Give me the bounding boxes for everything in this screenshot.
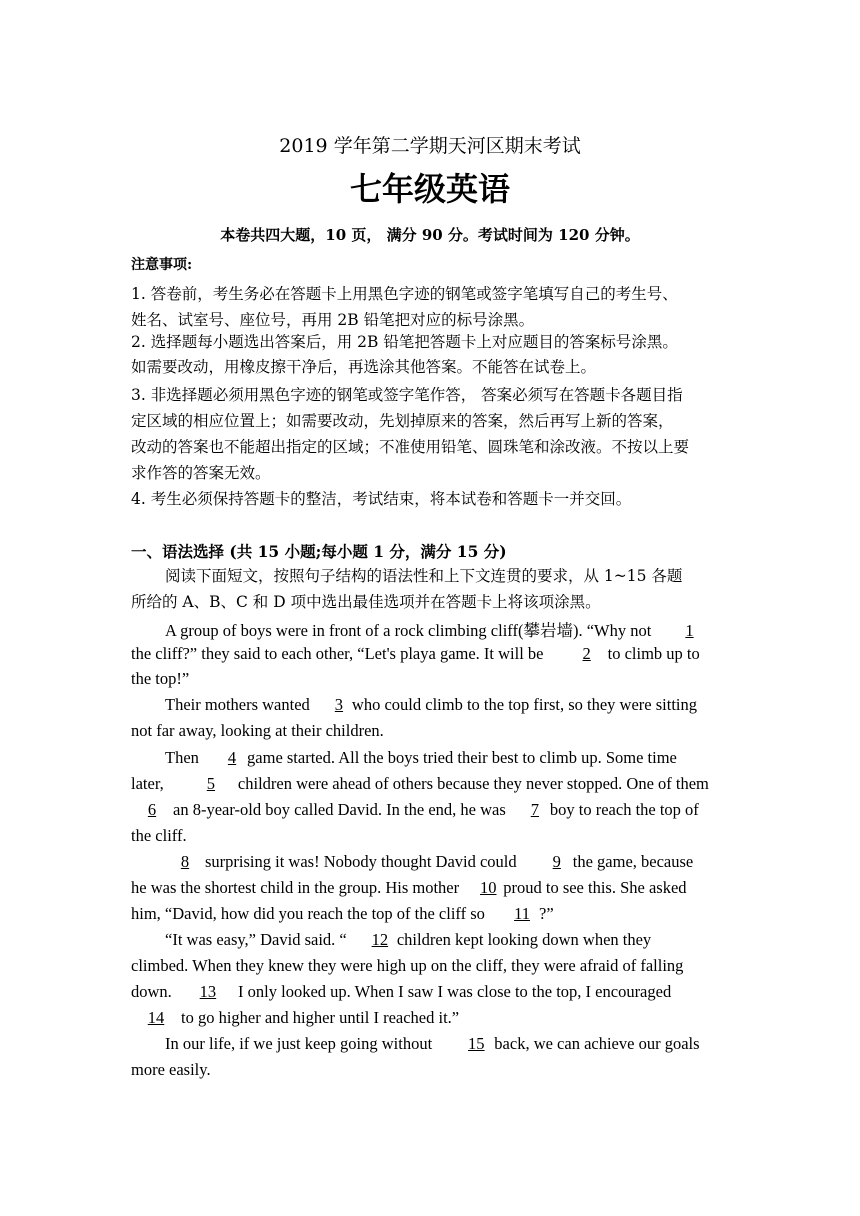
passage-line: not far away, looking at their children. (131, 721, 384, 740)
passage-line (165, 1034, 700, 1054)
notice-line: 改动的答案也不能超出指定的区域；不准使用铅笔、圆珠笔和涂改液。不按以上要 (131, 438, 690, 456)
passage-text: down. (131, 982, 172, 1001)
passage-line (131, 1008, 459, 1028)
passage-text: him, “David, how did you reach the top of the cliff so (131, 904, 485, 923)
passage-text: an 8-year-old boy called David. In the end, he was (173, 800, 506, 819)
blank-7: 7 (530, 800, 540, 819)
blank-1: 1 (685, 621, 694, 640)
notice-line: 姓名、试室号、座位号，再用 2B 铅笔把对应的标号涂黑。 (131, 311, 535, 329)
passage-line (165, 695, 697, 715)
notice-line: 3. 非选择题必须用黑色字迹的钢笔或签字笔作答， 答案必须写在答题卡各题目指 (131, 386, 683, 404)
passage-text: to go higher and higher until I reached it.” (181, 1008, 460, 1027)
passage-text: the cliff?” they said to each other, “Let's playa game. It will be (131, 644, 544, 663)
passage-text: the game, because (572, 852, 694, 871)
blank-12: 12 (371, 930, 389, 949)
passage-text: later, (131, 774, 164, 793)
passage-line (131, 904, 554, 924)
passage-text: Then (165, 748, 199, 767)
passage-line (131, 800, 699, 820)
notice-line: 1. 答卷前，考生务必在答题卡上用黑色字迹的钢笔或签字笔填写自己的考生号、 (131, 285, 678, 303)
instruction-line: 阅读下面短文，按照句子结构的语法性和上下文连贯的要求，从 1~15 各题 (165, 567, 683, 585)
exam-info: 本卷共四大题，10 页， 满分 90 分。考试时间为 120 分钟。 (220, 226, 640, 244)
passage-line (131, 644, 700, 664)
passage-line: the cliff. (131, 826, 187, 845)
notice-line: 求作答的答案无效。 (131, 464, 271, 482)
passage-line: climbed. When they knew they were high up on the cliff, they were afraid of falling (131, 956, 684, 975)
passage-text: children kept looking down when they (396, 930, 652, 949)
passage-text: he was the shortest child in the group. His mother (131, 878, 460, 897)
passage-text: surprising it was! Nobody thought David could (205, 852, 517, 871)
passage-text: “It was easy,” David said. “ (165, 930, 347, 949)
blank-14: 14 (147, 1008, 165, 1027)
passage-line (131, 982, 671, 1002)
passage-text: back, we can achieve our goals (494, 1034, 700, 1053)
blank-3: 3 (334, 695, 344, 714)
passage-text: A group of boys were in front of a rock climbing cliff(攀岩墙). “Why not (165, 621, 652, 640)
passage-text: to climb up to (607, 644, 700, 663)
blank-2: 2 (582, 644, 591, 663)
passage-line (165, 852, 693, 872)
blank-10: 10 (479, 878, 497, 897)
passage-line: the top!” (131, 669, 190, 688)
blank-6: 6 (147, 800, 157, 819)
instruction-line: 所给的 A、B、C 和 D 项中选出最佳选项并在答题卡上将该项涂黑。 (131, 593, 601, 611)
passage-text: In our life, if we just keep going without (165, 1034, 433, 1053)
notice-title: 注意事项: (131, 257, 193, 273)
passage-line (165, 930, 651, 950)
blank-4: 4 (227, 748, 237, 767)
blank-9: 9 (552, 852, 561, 871)
notice-line: 定区域的相应位置上；如需要改动，先划掉原来的答案，然后再写上新的答案， (131, 412, 674, 430)
passage-text: ?” (539, 904, 554, 923)
notice-line: 4. 考生必须保持答题卡的整洁，考试结束，将本试卷和答题卡一并交回。 (131, 490, 632, 508)
passage-line (165, 748, 677, 768)
exam-title: 2019 学年第二学期天河区期末考试 (279, 135, 581, 157)
passage-line (131, 774, 709, 794)
passage-text: children were ahead of others because they never stopped. One of them (237, 774, 709, 793)
passage-text: I only looked up. When I saw I was close to the top, I encouraged (238, 982, 672, 1001)
passage-text: proud to see this. She asked (503, 878, 687, 897)
blank-11: 11 (514, 904, 530, 923)
notice-line: 2. 选择题每小题选出答案后，用 2B 铅笔把答题卡上对应题目的答案标号涂黑。 (131, 333, 678, 351)
passage-text: who could climb to the top first, so they were sitting (351, 695, 697, 714)
blank-8: 8 (180, 852, 190, 871)
passage-line (165, 617, 709, 641)
blank-15: 15 (468, 1034, 485, 1053)
subject-title: 七年级英语 (349, 170, 510, 208)
passage-line (131, 878, 687, 898)
passage-text: game started. All the boys tried their best to climb up. Some time (247, 748, 677, 767)
passage-line: more easily. (131, 1060, 211, 1079)
blank-5: 5 (206, 774, 216, 793)
blank-13: 13 (199, 982, 217, 1001)
section-title: 一、语法选择 (共 15 小题;每小题 1 分，满分 15 分) (131, 542, 507, 561)
notice-line: 如需要改动，用橡皮擦干净后，再选涂其他答案。不能答在试卷上。 (131, 358, 597, 376)
passage-text: boy to reach the top of (549, 800, 699, 819)
passage-text: Their mothers wanted (165, 695, 310, 714)
